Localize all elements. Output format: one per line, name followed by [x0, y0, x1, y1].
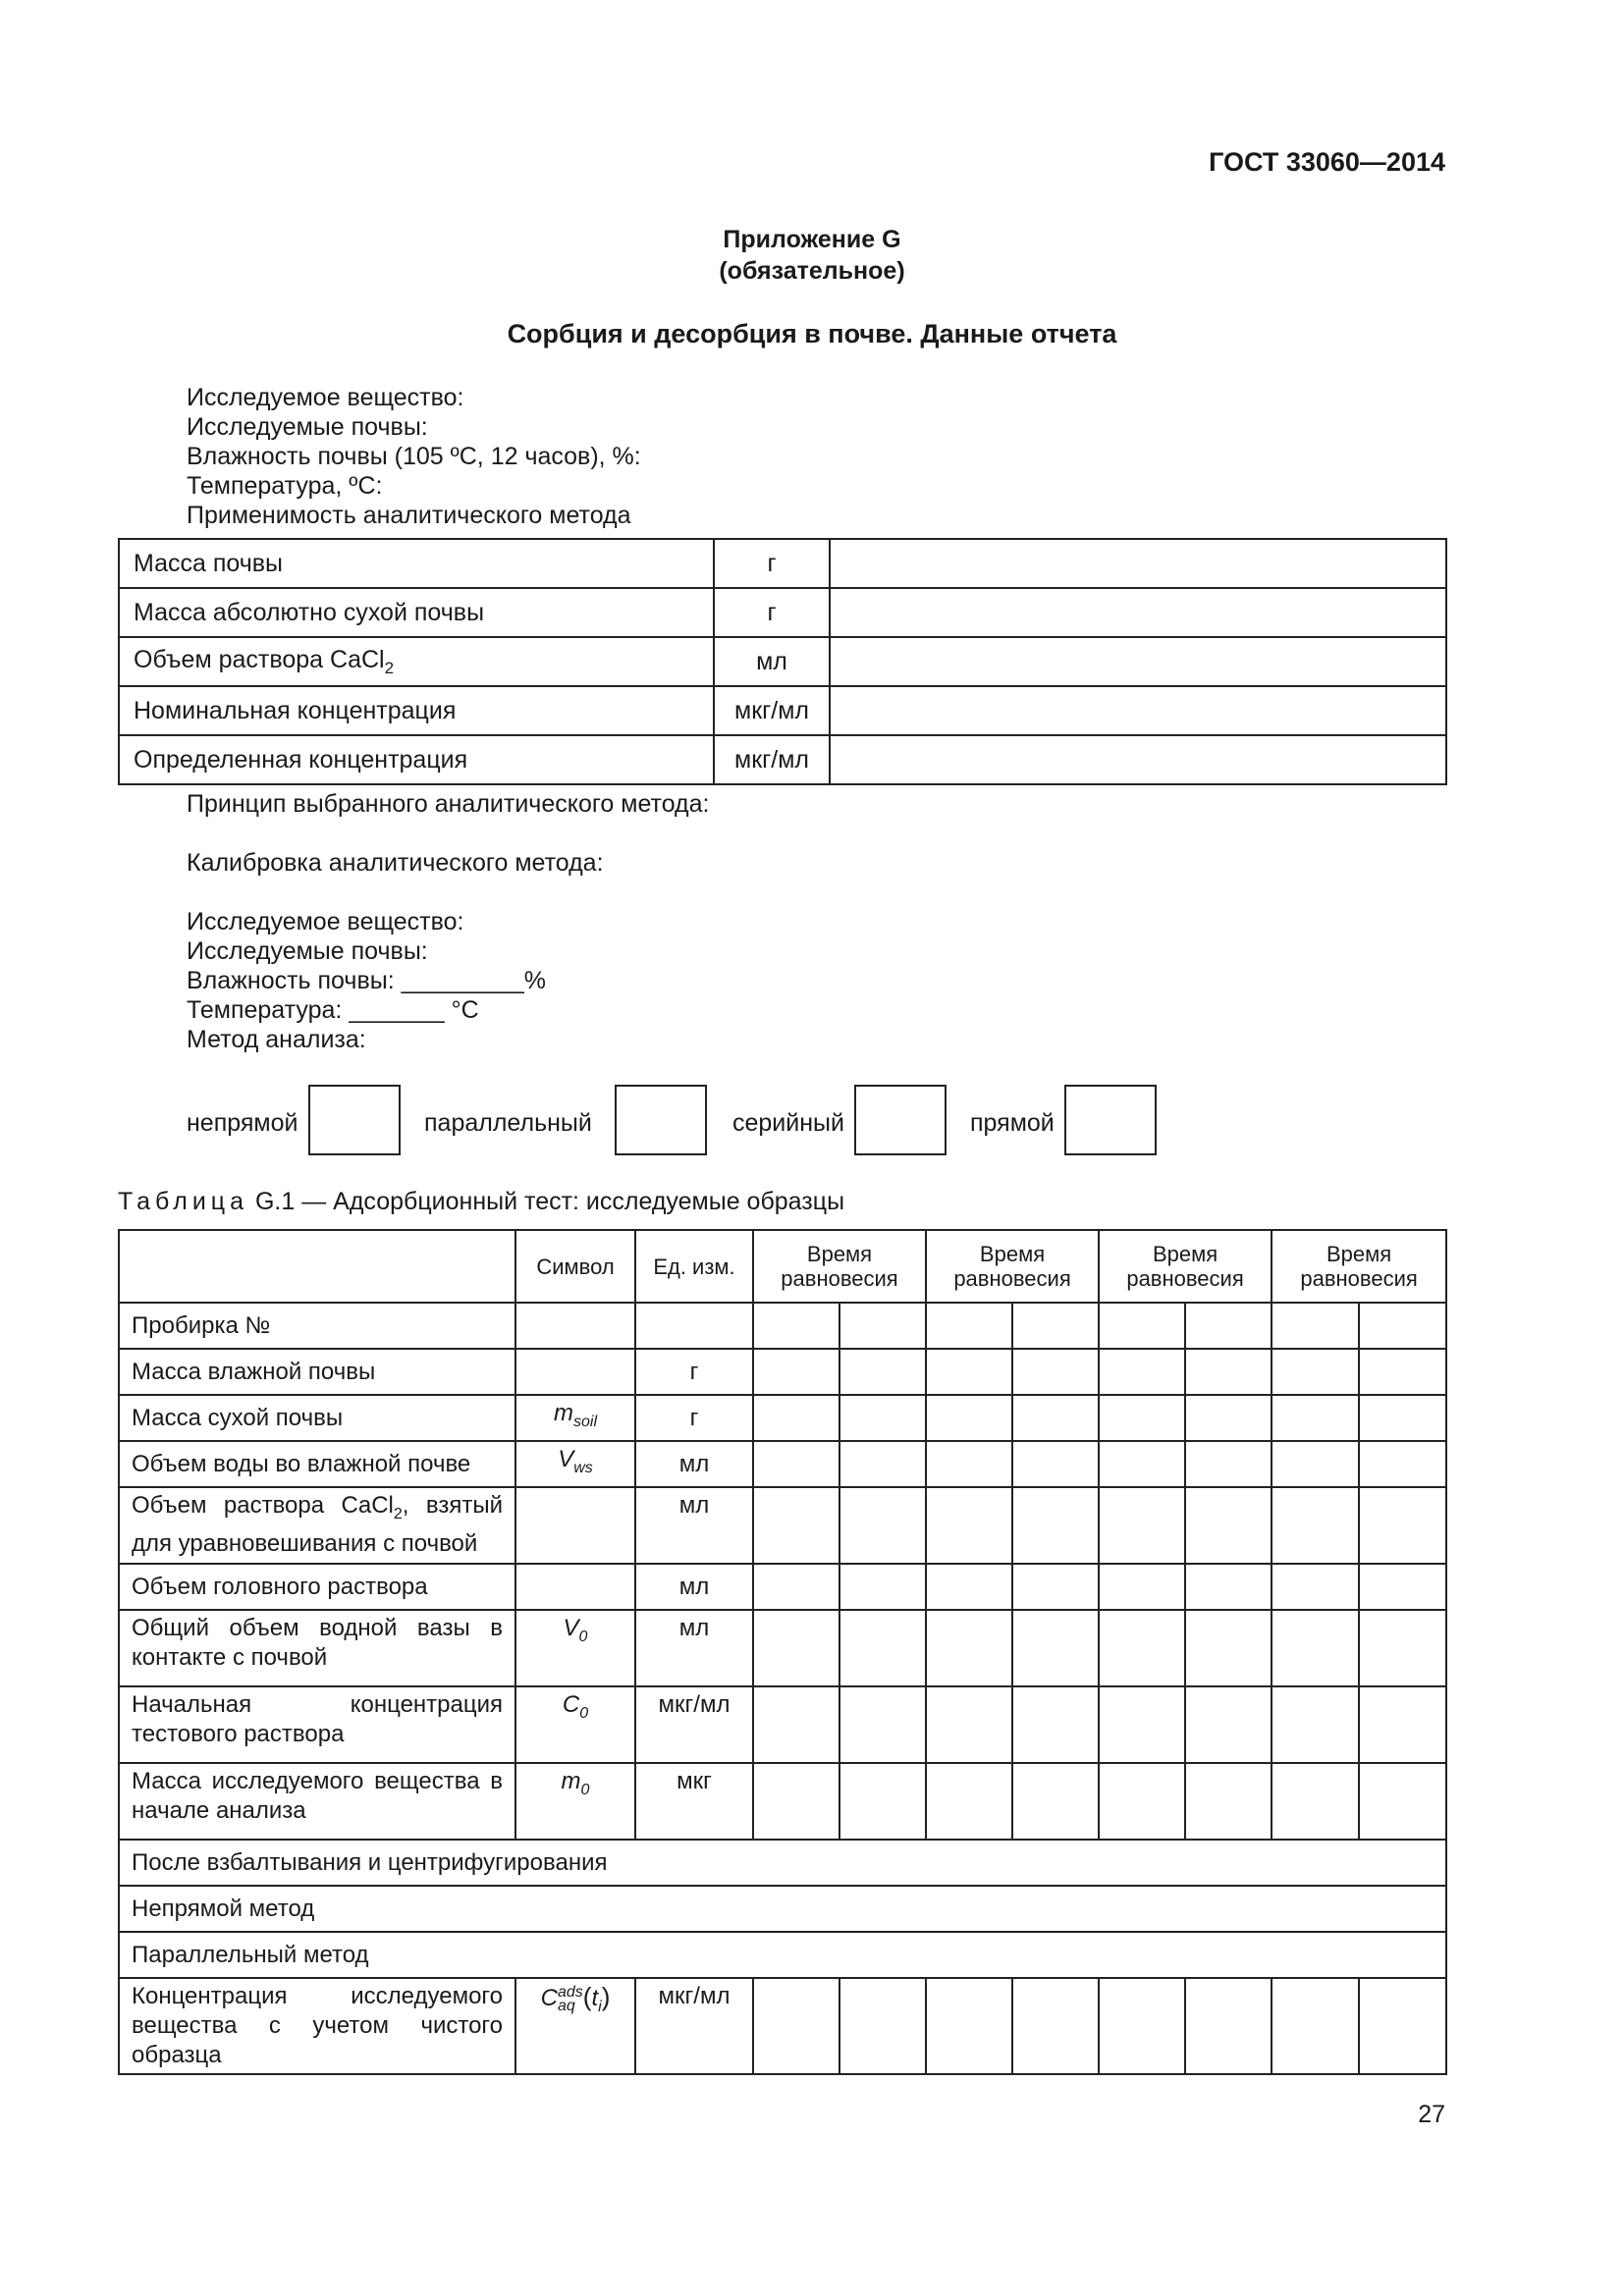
value-cell[interactable] — [839, 1395, 926, 1441]
value-cell[interactable] — [753, 1978, 839, 2074]
adsorption-table — [118, 1229, 1447, 2075]
standard-code: ГОСТ 33060—2014 — [1209, 147, 1445, 177]
param-value-cell[interactable] — [830, 686, 1446, 735]
table-row — [119, 1686, 1446, 1763]
row-label: Объем головного раствора — [119, 1564, 515, 1610]
value-cell[interactable] — [1012, 1686, 1099, 1763]
params-row — [119, 735, 1446, 784]
header-eq-time: Время равновесия — [926, 1230, 1099, 1303]
option-label-direct: прямой — [970, 1109, 1055, 1137]
section-row — [119, 1886, 1446, 1932]
intro-line: Применимость аналитического метода — [187, 502, 631, 529]
value-cell[interactable] — [1099, 1686, 1185, 1763]
value-cell[interactable] — [1012, 1763, 1099, 1840]
param-unit: г — [714, 588, 830, 637]
value-cell[interactable] — [1099, 1610, 1185, 1686]
value-cell[interactable] — [1185, 1763, 1272, 1840]
param-label: Номинальная концентрация — [119, 686, 714, 735]
param-label: Масса абсолютно сухой почвы — [119, 588, 714, 637]
value-cell[interactable] — [926, 1303, 1012, 1349]
moisture-blank[interactable]: _________ — [401, 967, 524, 994]
unit-cell: мл — [635, 1487, 753, 1564]
value-cell[interactable] — [1185, 1686, 1272, 1763]
row-label: Пробирка № — [119, 1303, 515, 1349]
header-eq-time: Время равновесия — [1099, 1230, 1272, 1303]
symbol-cell: $m_{soil}$ — [515, 1395, 635, 1441]
annex-title: Приложение G — [723, 226, 901, 253]
value-cell[interactable] — [839, 1564, 926, 1610]
value-cell[interactable] — [839, 1487, 926, 1564]
report-heading: Сорбция и десорбция в почве. Данные отчета — [507, 319, 1117, 348]
value-cell[interactable] — [1099, 1395, 1185, 1441]
value-cell[interactable] — [1272, 1610, 1359, 1686]
value-cell[interactable] — [1099, 1441, 1185, 1487]
table-row — [119, 1441, 1446, 1487]
value-cell[interactable] — [926, 1763, 1012, 1840]
value-cell[interactable] — [1272, 1564, 1359, 1610]
option-box-direct[interactable] — [1064, 1085, 1157, 1155]
value-cell[interactable] — [1185, 1395, 1272, 1441]
table-row — [119, 1978, 1446, 2074]
value-cell[interactable] — [1272, 1487, 1359, 1564]
value-cell[interactable] — [753, 1487, 839, 1564]
value-cell[interactable] — [1272, 1349, 1359, 1395]
value-cell[interactable] — [926, 1487, 1012, 1564]
params-row — [119, 686, 1446, 735]
symbol-cell — [515, 1564, 635, 1610]
value-cell[interactable] — [839, 1610, 926, 1686]
value-cell[interactable] — [1272, 1978, 1359, 2074]
unit-cell: мл — [635, 1610, 753, 1686]
value-cell[interactable] — [1359, 1610, 1446, 1686]
param-value-cell[interactable] — [830, 588, 1446, 637]
section-label-parallel: Параллельный метод — [119, 1932, 1446, 1978]
value-cell[interactable] — [839, 1978, 926, 2074]
value-cell[interactable] — [1185, 1441, 1272, 1487]
value-cell[interactable] — [1099, 1487, 1185, 1564]
header-eq-time: Время равновесия — [753, 1230, 926, 1303]
param-unit: мл — [714, 637, 830, 686]
value-cell[interactable] — [1359, 1763, 1446, 1840]
value-cell[interactable] — [926, 1610, 1012, 1686]
section-row — [119, 1840, 1446, 1886]
table-row — [119, 1564, 1446, 1610]
intro-line: Исследуемые почвы: — [187, 413, 428, 441]
value-cell[interactable] — [1185, 1487, 1272, 1564]
table-header-row — [119, 1230, 1446, 1303]
header-unit: Ед. изм. — [635, 1230, 753, 1303]
substance-line: Исследуемое вещество: — [187, 908, 464, 935]
value-cell[interactable] — [1012, 1487, 1099, 1564]
value-cell[interactable] — [1012, 1395, 1099, 1441]
table-row — [119, 1610, 1446, 1686]
symbol-cell: $V_{ws}$ — [515, 1441, 635, 1487]
value-cell[interactable] — [1099, 1303, 1185, 1349]
second-block — [187, 907, 546, 1054]
value-cell[interactable] — [926, 1686, 1012, 1763]
value-cell[interactable] — [753, 1763, 839, 1840]
row-label: Масса влажной почвы — [119, 1349, 515, 1395]
intro-line: Исследуемое вещество: — [187, 384, 464, 411]
option-box-serial[interactable] — [854, 1085, 947, 1155]
option-box-indirect[interactable] — [308, 1085, 401, 1155]
value-cell[interactable] — [926, 1349, 1012, 1395]
value-cell[interactable] — [1012, 1610, 1099, 1686]
table-caption: Таблица G.1 — Адсорбционный тест: исследуемые образцы — [118, 1188, 845, 1215]
moisture-line: Влажность почвы: _________% — [187, 967, 546, 994]
symbol-cell — [515, 1487, 635, 1564]
value-cell[interactable] — [1272, 1763, 1359, 1840]
value-cell[interactable] — [1099, 1349, 1185, 1395]
temperature-line: Температура: _______ °C — [187, 996, 479, 1024]
row-label: Концентрация исследуемого вещества с учетом чистого образца — [119, 1978, 515, 2074]
option-label-parallel: параллельный — [424, 1109, 592, 1137]
value-cell[interactable] — [1012, 1441, 1099, 1487]
method-calibration: Калибровка аналитического метода: — [187, 849, 604, 877]
params-row — [119, 539, 1446, 588]
value-cell[interactable] — [1359, 1303, 1446, 1349]
value-cell[interactable] — [1012, 1564, 1099, 1610]
value-cell[interactable] — [926, 1564, 1012, 1610]
params-table — [118, 538, 1447, 785]
value-cell[interactable] — [753, 1441, 839, 1487]
value-cell[interactable] — [839, 1349, 926, 1395]
value-cell[interactable] — [1012, 1978, 1099, 2074]
param-value-cell[interactable] — [830, 735, 1446, 784]
symbol-cell — [515, 1349, 635, 1395]
value-cell[interactable] — [926, 1978, 1012, 2074]
value-cell[interactable] — [1185, 1978, 1272, 2074]
intro-block — [187, 383, 641, 530]
value-cell[interactable] — [839, 1441, 926, 1487]
param-value-cell[interactable] — [830, 539, 1446, 588]
intro-line: Влажность почвы (105 ºC, 12 часов), %: — [187, 443, 641, 470]
value-cell[interactable] — [1272, 1441, 1359, 1487]
row-label: Масса сухой почвы — [119, 1395, 515, 1441]
value-cell[interactable] — [1099, 1978, 1185, 2074]
page-number: 27 — [1418, 2101, 1445, 2128]
value-cell[interactable] — [753, 1686, 839, 1763]
value-cell[interactable] — [1272, 1686, 1359, 1763]
symbol-cell: C ads aq $(t_i)$ — [515, 1978, 635, 2074]
value-cell[interactable] — [1185, 1349, 1272, 1395]
row-label: Начальная концентрация тестового раствора — [119, 1686, 515, 1763]
value-cell[interactable] — [1185, 1610, 1272, 1686]
params-row — [119, 588, 1446, 637]
table-row — [119, 1303, 1446, 1349]
soils-line: Исследуемые почвы: — [187, 937, 428, 965]
param-unit: мкг/мл — [714, 735, 830, 784]
value-cell[interactable] — [1272, 1395, 1359, 1441]
param-value-cell[interactable] — [830, 637, 1446, 686]
unit-cell: мкг/мл — [635, 1978, 753, 2074]
value-cell[interactable] — [753, 1610, 839, 1686]
value-cell[interactable] — [1272, 1303, 1359, 1349]
section-row — [119, 1932, 1446, 1978]
section-label-indirect: Непрямой метод — [119, 1886, 1446, 1932]
value-cell[interactable] — [1359, 1349, 1446, 1395]
unit-cell: мкг/мл — [635, 1686, 753, 1763]
value-cell[interactable] — [753, 1349, 839, 1395]
unit-cell — [635, 1303, 753, 1349]
annex-type: (обязательное) — [719, 257, 905, 285]
value-cell[interactable] — [1099, 1763, 1185, 1840]
symbol-cell: $m_0$ — [515, 1763, 635, 1840]
params-row — [119, 637, 1446, 686]
symbol-cell: $V_0$ — [515, 1610, 635, 1686]
value-cell[interactable] — [926, 1441, 1012, 1487]
option-label-indirect: непрямой — [187, 1109, 298, 1137]
value-cell[interactable] — [839, 1763, 926, 1840]
value-cell[interactable] — [1359, 1487, 1446, 1564]
table-row — [119, 1763, 1446, 1840]
table-row — [119, 1395, 1446, 1441]
unit-cell: г — [635, 1395, 753, 1441]
unit-cell: мкг — [635, 1763, 753, 1840]
value-cell[interactable] — [1359, 1564, 1446, 1610]
table-row — [119, 1349, 1446, 1395]
value-cell[interactable] — [753, 1395, 839, 1441]
value-cell[interactable] — [753, 1303, 839, 1349]
value-cell[interactable] — [1099, 1564, 1185, 1610]
symbol-cell: $C_0$ — [515, 1686, 635, 1763]
param-unit: г — [714, 539, 830, 588]
table-row — [119, 1487, 1446, 1564]
value-cell[interactable] — [1185, 1564, 1272, 1610]
value-cell[interactable] — [1359, 1686, 1446, 1763]
header-empty — [119, 1230, 515, 1303]
value-cell[interactable] — [926, 1395, 1012, 1441]
header-eq-time: Время равновесия — [1272, 1230, 1446, 1303]
method-principle: Принцип выбранного аналитического метода: — [187, 790, 710, 818]
param-label: Объем раствора CaCl$_2$ — [119, 637, 714, 686]
param-unit: мкг/мл — [714, 686, 830, 735]
unit-cell: мл — [635, 1441, 753, 1487]
analysis-method-line: Метод анализа: — [187, 1026, 366, 1053]
unit-cell: мл — [635, 1564, 753, 1610]
value-cell[interactable] — [1012, 1303, 1099, 1349]
value-cell[interactable] — [839, 1686, 926, 1763]
value-cell[interactable] — [1359, 1395, 1446, 1441]
param-label: Определенная концентрация — [119, 735, 714, 784]
value-cell[interactable] — [1359, 1978, 1446, 2074]
param-label: Масса почвы — [119, 539, 714, 588]
value-cell[interactable] — [753, 1564, 839, 1610]
option-box-parallel[interactable] — [615, 1085, 707, 1155]
row-label: Объем раствора CaCl$_2$, взятый для уравновешивания с почвой — [119, 1487, 515, 1564]
symbol-cell — [515, 1303, 635, 1349]
value-cell[interactable] — [1185, 1303, 1272, 1349]
option-label-serial: серийный — [732, 1109, 844, 1137]
unit-cell: г — [635, 1349, 753, 1395]
row-label: Масса исследуемого вещества в начале анализа — [119, 1763, 515, 1840]
row-label: Объем воды во влажной почве — [119, 1441, 515, 1487]
temperature-blank[interactable]: _______ — [349, 996, 445, 1024]
value-cell[interactable] — [839, 1303, 926, 1349]
value-cell[interactable] — [1012, 1349, 1099, 1395]
value-cell[interactable] — [1359, 1441, 1446, 1487]
intro-line: Температура, ºC: — [187, 472, 383, 500]
header-symbol: Символ — [515, 1230, 635, 1303]
row-label: Общий объем водной вазы в контакте с почвой — [119, 1610, 515, 1686]
section-label-after-shaking: После взбалтывания и центрифугирования — [119, 1840, 1446, 1886]
